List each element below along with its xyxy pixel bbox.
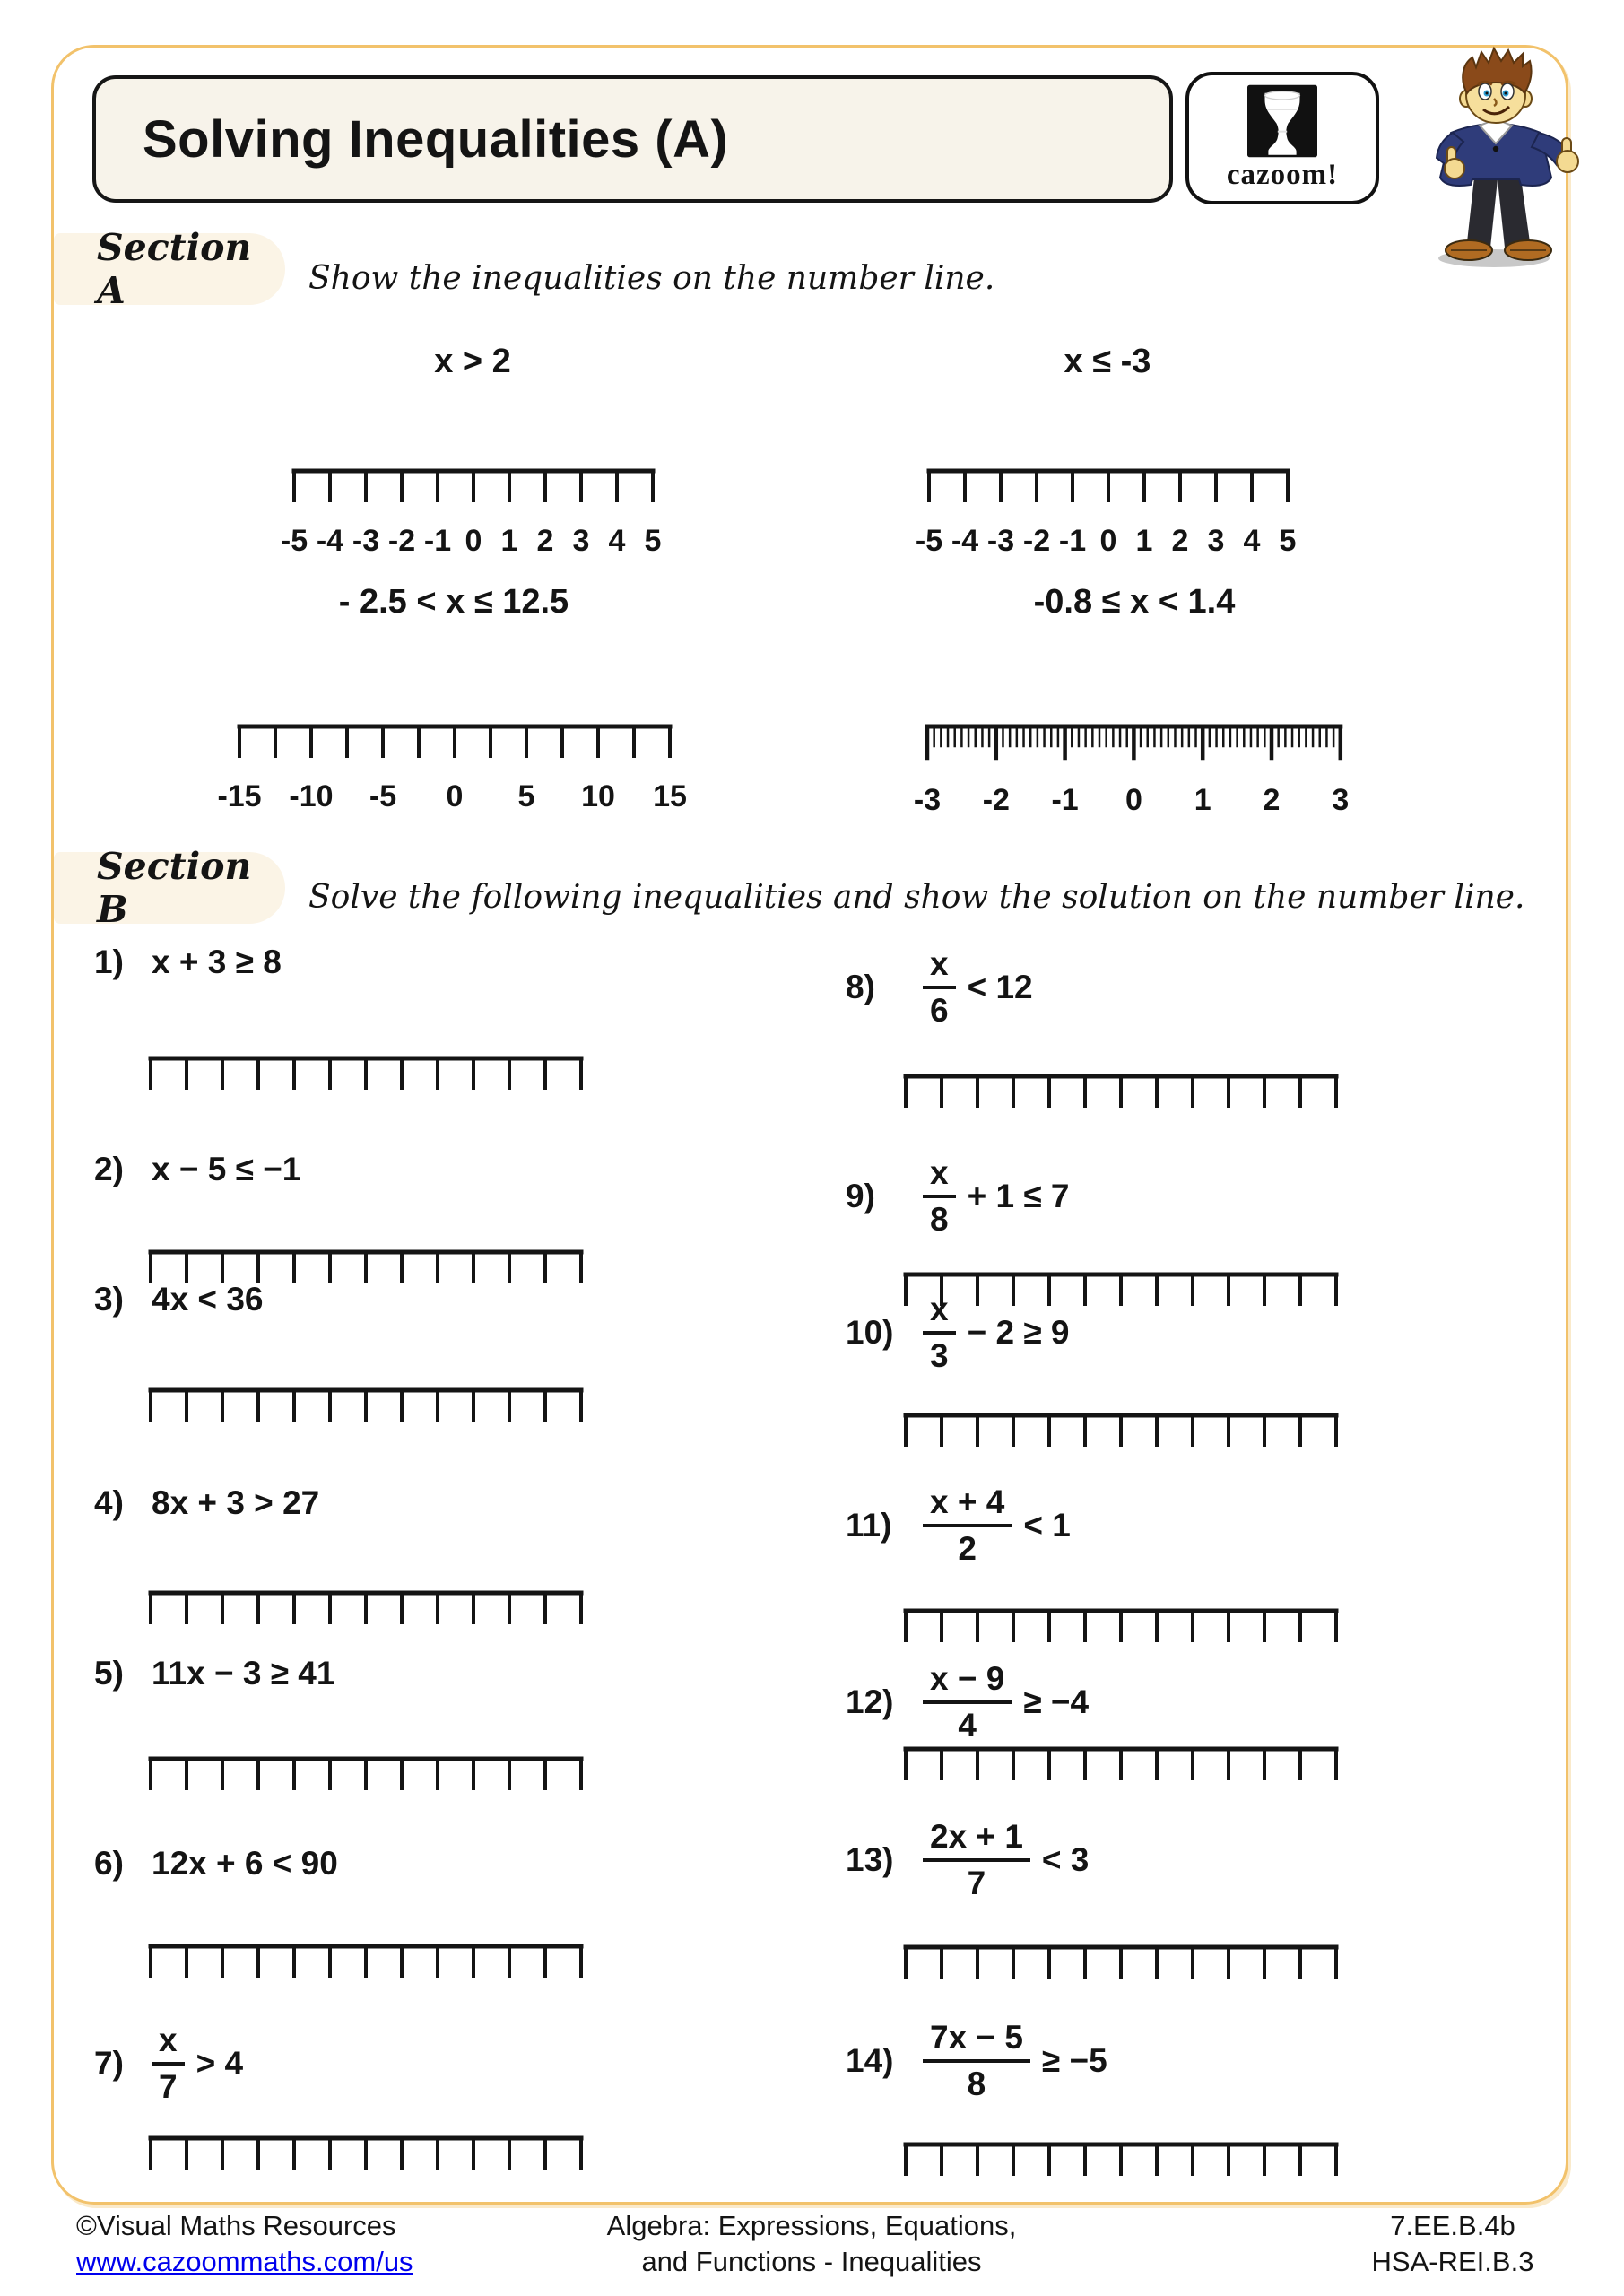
svg-text:0: 0	[446, 779, 464, 813]
svg-text:-5: -5	[369, 779, 397, 813]
drum-icon	[1247, 84, 1317, 158]
section-b-problem-8	[846, 946, 1420, 1126]
svg-text:4: 4	[608, 524, 626, 558]
section-b-problem-7	[94, 2022, 668, 2202]
inequality-expression	[923, 1819, 1089, 1901]
svg-text:-3: -3	[352, 524, 380, 558]
svg-text:3: 3	[1207, 524, 1225, 558]
inequality-expression	[152, 2022, 243, 2105]
problem-number: 14)	[846, 2041, 894, 2079]
standard-code-1: 7.EE.B.4b	[1390, 2210, 1515, 2241]
svg-text:15: 15	[653, 779, 687, 813]
ruler-number-line	[913, 722, 1350, 817]
problem-number: 5)	[94, 1655, 124, 1692]
fraction: $\frac{x + 4}{2}$	[923, 1484, 1012, 1567]
fraction: $\frac{2x + 1}{7}$	[923, 1819, 1030, 1901]
section-a-instruction: Show the inequalities on the number line.	[308, 260, 995, 297]
page-title: Solving Inequalities (A)	[143, 109, 729, 169]
section-b-instruction: Solve the following inequalities and show the solution on the number line.	[308, 879, 1525, 916]
inequality-expression	[152, 1281, 263, 1318]
section-a-problem-3	[217, 583, 687, 813]
problem-number: 13)	[846, 1840, 894, 1878]
answer-number-line	[147, 2134, 585, 2173]
svg-text:3: 3	[1332, 782, 1350, 817]
svg-text:1: 1	[1135, 524, 1153, 558]
problem-number: 8)	[846, 968, 875, 1005]
section-b-problem-12	[846, 1661, 1420, 1840]
expression-text: < 3	[1041, 1840, 1090, 1878]
svg-text:0: 0	[1099, 524, 1117, 558]
expression-text: > 4	[195, 2044, 244, 2082]
inequality-expression: x > 2	[434, 343, 511, 380]
fraction: $\frac{x - 9}{4}$	[923, 1661, 1012, 1744]
expression-text: x − 5 ≤ −1	[152, 1151, 301, 1187]
expression-text: ≥ −5	[1041, 2041, 1107, 2079]
fraction: $\frac{x}{6}$	[923, 946, 956, 1029]
answer-number-line	[902, 1744, 1340, 1784]
svg-text:-2: -2	[387, 524, 416, 558]
answer-number-line	[902, 1943, 1340, 1982]
section-a-problem-2	[915, 343, 1297, 558]
number-line	[915, 466, 1297, 558]
inequality-expression: - 2.5 < x ≤ 12.5	[338, 583, 569, 621]
svg-text:1: 1	[1194, 782, 1211, 817]
problem-number: 6)	[94, 1845, 124, 1882]
svg-text:2: 2	[536, 524, 554, 558]
inequality-expression	[923, 946, 1033, 1029]
expression-text: < 1	[1023, 1506, 1071, 1544]
section-a-label	[54, 226, 285, 312]
mascot-boy-illustration	[1388, 43, 1603, 272]
svg-text:-3: -3	[986, 524, 1015, 558]
svg-text:-10: -10	[289, 779, 334, 813]
svg-text:2: 2	[1171, 524, 1189, 558]
svg-text:5: 5	[644, 524, 662, 558]
answer-number-line	[147, 1754, 585, 1794]
svg-text:1: 1	[500, 524, 518, 558]
number-line	[280, 466, 662, 558]
section-b-problem-13	[846, 1819, 1420, 1998]
fraction: $\frac{7x - 5}{8}$	[923, 2020, 1030, 2102]
standard-code-2: HSA-REI.B.3	[1371, 2246, 1534, 2277]
svg-text:0: 0	[465, 524, 482, 558]
expression-text: x + 3 ≥ 8	[152, 944, 282, 980]
section-b-problem-1	[94, 944, 668, 1123]
inequality-expression	[923, 1155, 1070, 1238]
expression-text: < 12	[967, 968, 1033, 1005]
svg-text:5: 5	[1279, 524, 1297, 558]
svg-text:4: 4	[1243, 524, 1261, 558]
svg-text:5: 5	[517, 779, 535, 813]
answer-number-line	[147, 1942, 585, 1981]
section-b-problem-5	[94, 1655, 668, 1834]
section-b-problem-10	[846, 1292, 1420, 1471]
fraction: $\frac{x}{7}$	[152, 2022, 185, 2105]
expression-text: 4x < 36	[152, 1281, 264, 1318]
problem-number: 1)	[94, 944, 124, 980]
footer-standards	[1327, 2208, 1578, 2280]
section-b-problem-4	[94, 1484, 668, 1664]
inequality-expression	[152, 1655, 334, 1692]
svg-text:10: 10	[581, 779, 615, 813]
section-b-problem-6	[94, 1845, 668, 2024]
section-b-label	[54, 845, 285, 931]
expression-text: ≥ −4	[1023, 1683, 1090, 1720]
footer-topic	[498, 2208, 1125, 2280]
answer-number-line	[147, 1588, 585, 1628]
answer-number-line	[902, 1072, 1340, 1111]
logo-text: cazoom!	[1226, 159, 1339, 191]
inequality-expression: -0.8 ≤ x < 1.4	[1033, 583, 1236, 621]
number-line	[217, 722, 687, 813]
svg-text:0: 0	[1125, 782, 1142, 817]
inequality-expression	[923, 1484, 1071, 1567]
section-b-label-text: Section B	[97, 845, 252, 931]
section-b-problem-14	[846, 2020, 1420, 2199]
inequality-expression	[152, 1151, 300, 1188]
svg-text:-2: -2	[1022, 524, 1051, 558]
svg-text:-2: -2	[982, 782, 1010, 817]
answer-number-line	[902, 1411, 1340, 1450]
problem-number: 2)	[94, 1151, 124, 1187]
inequality-expression	[923, 1292, 1070, 1374]
answer-number-line	[902, 1606, 1340, 1646]
svg-text:-1: -1	[423, 524, 452, 558]
svg-text:3: 3	[572, 524, 590, 558]
section-b-problem-11	[846, 1484, 1420, 1664]
svg-text:-15: -15	[217, 779, 262, 813]
svg-text:-4: -4	[951, 524, 979, 558]
section-b-problem-3	[94, 1281, 668, 1460]
problem-number: 7)	[94, 2044, 124, 2082]
problem-number: 12)	[846, 1683, 894, 1720]
svg-text:2: 2	[1263, 782, 1281, 817]
inequality-expression	[152, 1484, 319, 1522]
svg-text:-1: -1	[1058, 524, 1087, 558]
problem-number: 10)	[846, 1313, 894, 1351]
expression-text: 8x + 3 > 27	[152, 1484, 320, 1521]
svg-text:-3: -3	[913, 782, 942, 817]
inequality-expression	[923, 1661, 1089, 1744]
problem-number: 9)	[846, 1177, 875, 1214]
copyright-text: ©Visual Maths Resources	[76, 2210, 396, 2241]
section-a-problem-4	[913, 583, 1350, 817]
website-link[interactable]: www.cazoommaths.com/us	[76, 2246, 413, 2277]
svg-text:-5: -5	[915, 524, 943, 558]
inequality-expression	[923, 2020, 1107, 2102]
problem-number: 3)	[94, 1281, 124, 1318]
expression-text: − 2 ≥ 9	[967, 1313, 1070, 1351]
expression-text: + 1 ≤ 7	[967, 1177, 1070, 1214]
inequality-expression	[152, 1845, 338, 1883]
answer-number-line	[147, 1386, 585, 1425]
problem-number: 4)	[94, 1484, 124, 1521]
svg-text:-4: -4	[316, 524, 344, 558]
section-a-label-text: Section A	[97, 226, 252, 312]
svg-text:-5: -5	[280, 524, 308, 558]
inequality-expression	[152, 944, 282, 981]
cazoom-logo	[1185, 72, 1379, 204]
title-box	[92, 75, 1173, 203]
section-a-problem-1	[280, 343, 662, 558]
problem-number: 11)	[846, 1506, 892, 1544]
fraction: $\frac{x}{3}$	[923, 1292, 956, 1374]
fraction: $\frac{x}{8}$	[923, 1155, 956, 1238]
answer-number-line	[902, 2140, 1340, 2179]
inequality-expression: x ≤ -3	[1064, 343, 1151, 380]
expression-text: 12x + 6 < 90	[152, 1845, 338, 1882]
expression-text: 11x − 3 ≥ 41	[152, 1655, 335, 1692]
topic-line-2: and Functions - Inequalities	[641, 2246, 982, 2277]
svg-text:-1: -1	[1051, 782, 1079, 817]
topic-line-1: Algebra: Expressions, Equations,	[606, 2210, 1017, 2241]
answer-number-line	[147, 1054, 585, 1093]
footer-left	[76, 2208, 413, 2280]
